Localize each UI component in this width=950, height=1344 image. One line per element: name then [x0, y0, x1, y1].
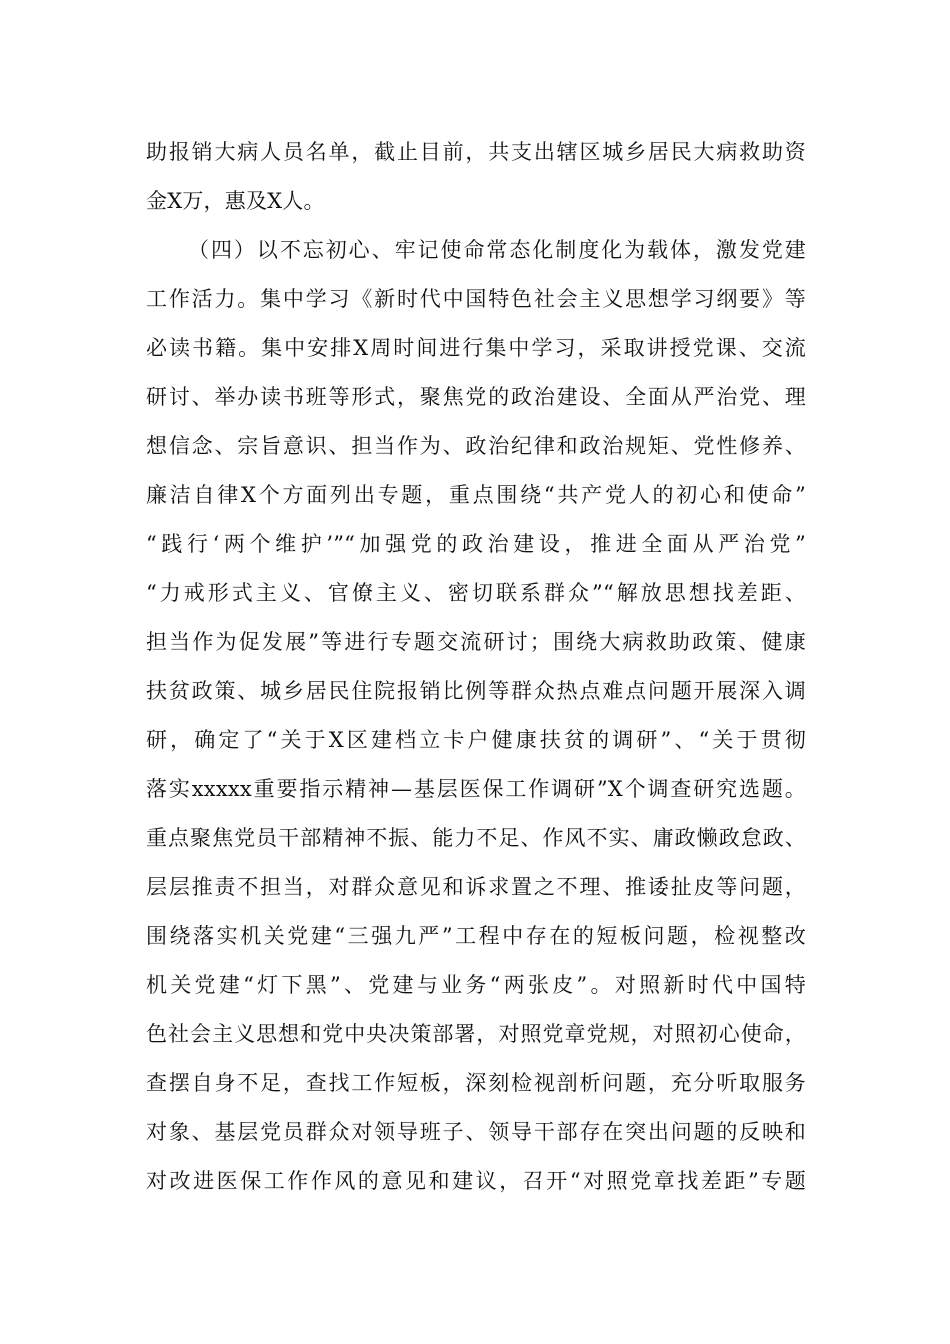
text-line: 围绕落实机关党建“三强九严”工程中存在的短板问题，检视整改: [146, 924, 806, 948]
text-line: 重点聚焦党员干部精神不振、能力不足、作风不实、庸政懒政怠政、: [146, 826, 806, 850]
text-line: 查摆自身不足，查找工作短板，深刻检视剖析问题，充分听取服务: [146, 1071, 806, 1095]
text-line: “力戒形式主义、官僚主义、密切联系群众”“解放思想找差距、: [146, 581, 806, 605]
text-line: 层层推责不担当，对群众意见和诉求置之不理、推诿扯皮等问题，: [146, 875, 806, 899]
text-line: 想信念、宗旨意识、担当作为、政治纪律和政治规矩、党性修养、: [146, 434, 806, 458]
text-line: 助报销大病人员名单，截止目前，共支出辖区城乡居民大病救助资: [146, 140, 806, 164]
text-line: 对象、基层党员群众对领导班子、领导干部存在突出问题的反映和: [146, 1120, 806, 1144]
text-line: 廉洁自律X个方面列出专题，重点围绕“共产党人的初心和使命”: [146, 483, 806, 507]
text-line: 工作活力。集中学习《新时代中国特色社会主义思想学习纲要》等: [146, 287, 806, 311]
text-line: 对改进医保工作作风的意见和建议，召开“对照党章找差距”专题: [146, 1169, 806, 1193]
text-line: “践行‘两个维护’”“加强党的政治建设，推进全面从严治党”: [146, 532, 806, 556]
document-body: [146, 128, 806, 1206]
text-line: 机关党建“灯下黑”、党建与业务“两张皮”。对照新时代中国特: [146, 973, 806, 997]
text-line: （四）以不忘初心、牢记使命常态化制度化为载体，激发党建: [188, 238, 806, 262]
text-line: 研讨、举办读书班等形式，聚焦党的政治建设、全面从严治党、理: [146, 385, 806, 409]
text-line: 金X万，惠及X人。: [146, 189, 325, 213]
text-line: 必读书籍。集中安排X周时间进行集中学习，采取讲授党课、交流: [146, 336, 806, 360]
text-line: 落实xxxxx重要指示精神—基层医保工作调研”X个调查研究选题。: [146, 777, 806, 801]
text-line: 研，确定了“关于X区建档立卡户健康扶贫的调研”、“关于贯彻: [146, 728, 806, 752]
text-line: 色社会主义思想和党中央决策部署，对照党章党规，对照初心使命，: [146, 1022, 806, 1046]
text-line: 扶贫政策、城乡居民住院报销比例等群众热点难点问题开展深入调: [146, 679, 806, 703]
text-line: 担当作为促发展”等进行专题交流研讨；围绕大病救助政策、健康: [146, 630, 806, 654]
